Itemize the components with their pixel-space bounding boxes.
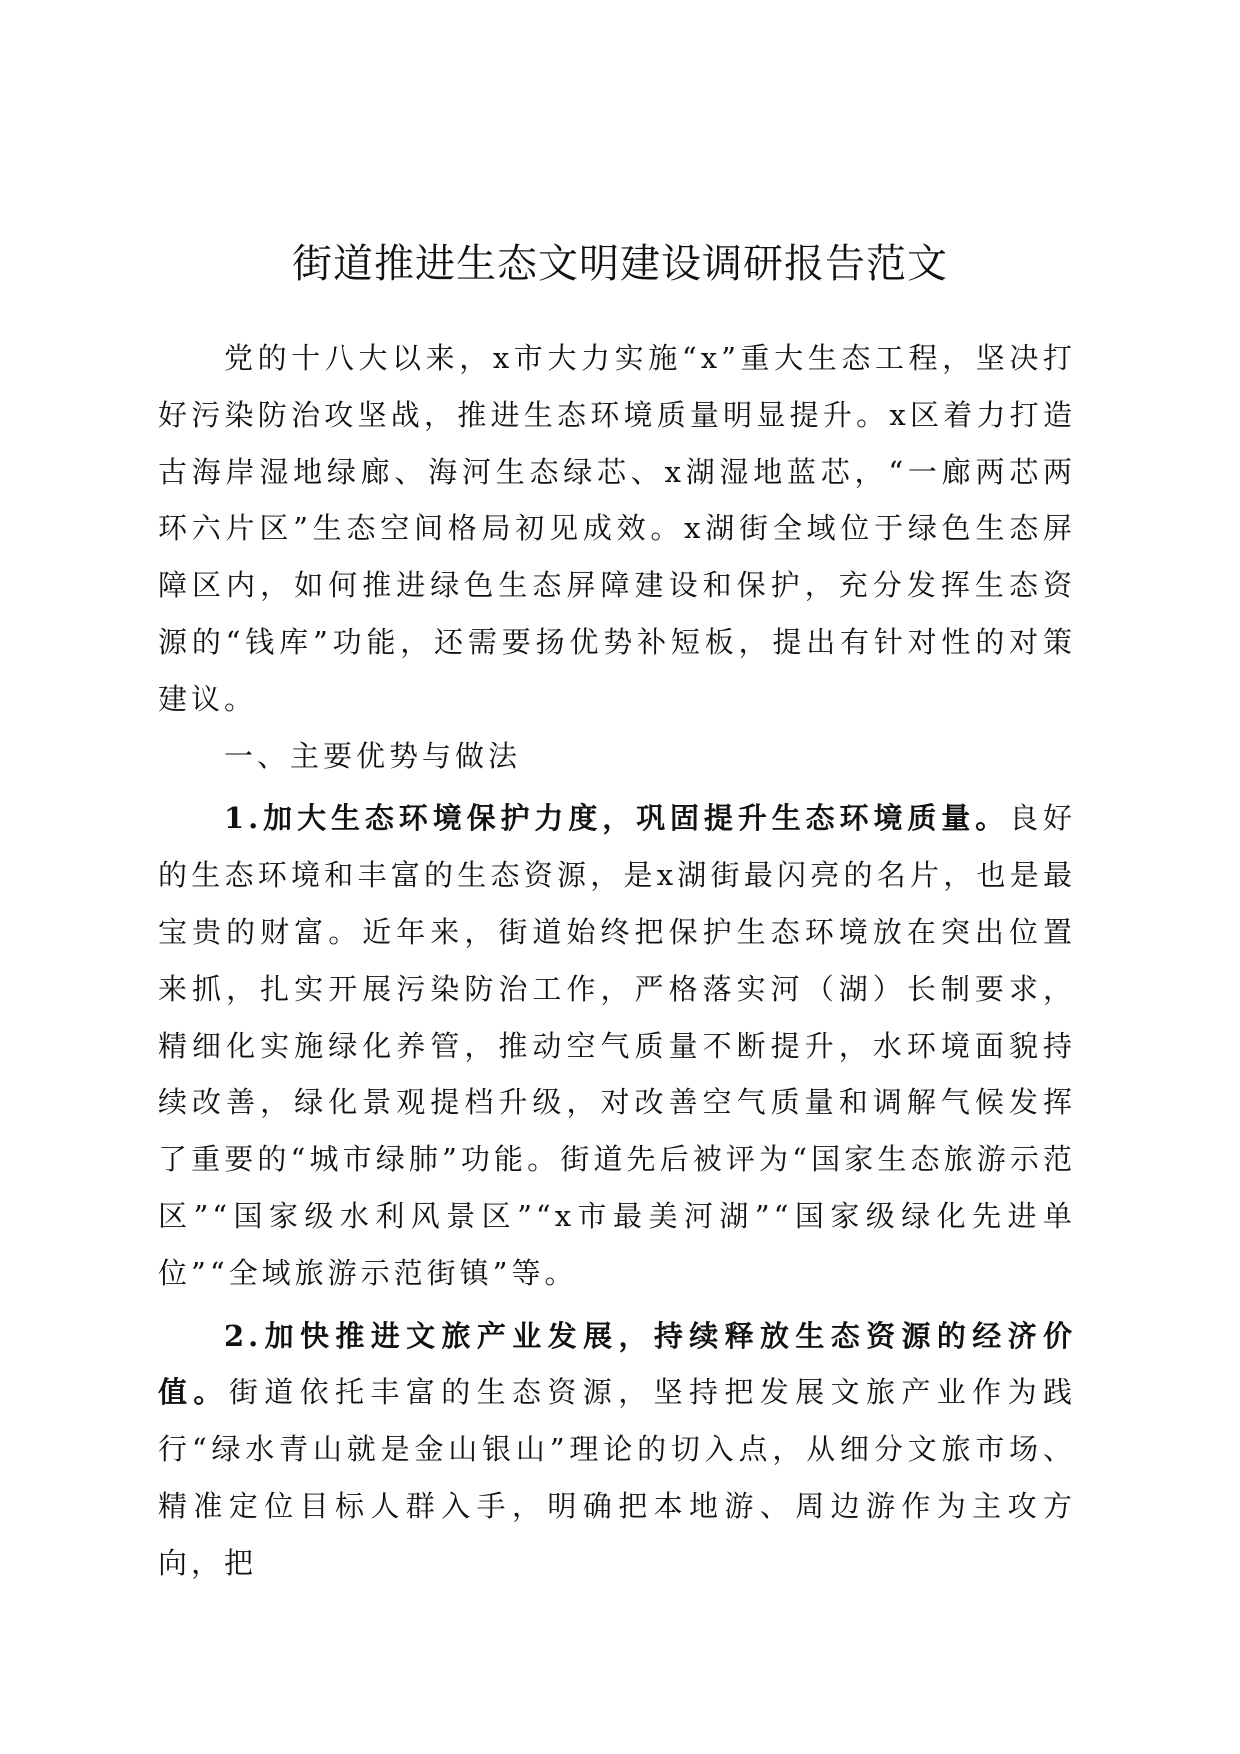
document-title: 街道推进生态文明建设调研报告范文 [292, 241, 948, 287]
intro-paragraph: 党的十八大以来，x市大力实施“x”重大生态工程，坚决打好污染防治攻坚战，推进生态环境质量明显提升。x区着力打造古海岸湿地绿廊、海河生态绿芯、x湖湿地蓝芯，“一廊两芯两环六片区”生态空间格局初见成效。x湖街全域位于绿色生态屏障区内，如何推进绿色生态屏障建设和保护，充分发挥生态资源的“钱库”功能，还需要扬优势补短板，提出有针对性的对策建议。 [158, 341, 1076, 716]
item-2-lead: 2.加快推进文旅产业发展，持续释放生态资源的经济价值。 [158, 1318, 1076, 1410]
document-body [158, 330, 1076, 1592]
section-heading: 一、主要优势与做法 [224, 738, 522, 773]
item-1-text: 良好的生态环境和丰富的生态资源，是x湖街最闪亮的名片，也是最宝贵的财富。近年来，街道始终把保护生态环境放在突出位置来抓，扎实开展污染防治工作，严格落实河（湖）长制要求，精细化实施绿化养管，推动空气质量不断提升，水环境面貌持续改善，绿化景观提档升级，对改善空气质量和调解气候发挥了重要的“城市绿肺”功能。街道先后被评为“国家生态旅游示范区”“国家级水利风景区”“x市最美河湖”“国家级绿化先进单位”“全域旅游示范街镇”等。 [158, 801, 1076, 1290]
item-2-text: 街道依托丰富的生态资源，坚持把发展文旅产业作为践行“绿水青山就是金山银山”理论的切入点，从细分文旅市场、精准定位目标人群入手，明确把本地游、周边游作为主攻方向，把 [158, 1375, 1076, 1580]
item-1-lead: 1.加大生态环境保护力度，巩固提升生态环境质量。 [224, 801, 1010, 836]
item-1-paragraph [158, 790, 1076, 1301]
item-2-paragraph [158, 1308, 1076, 1592]
